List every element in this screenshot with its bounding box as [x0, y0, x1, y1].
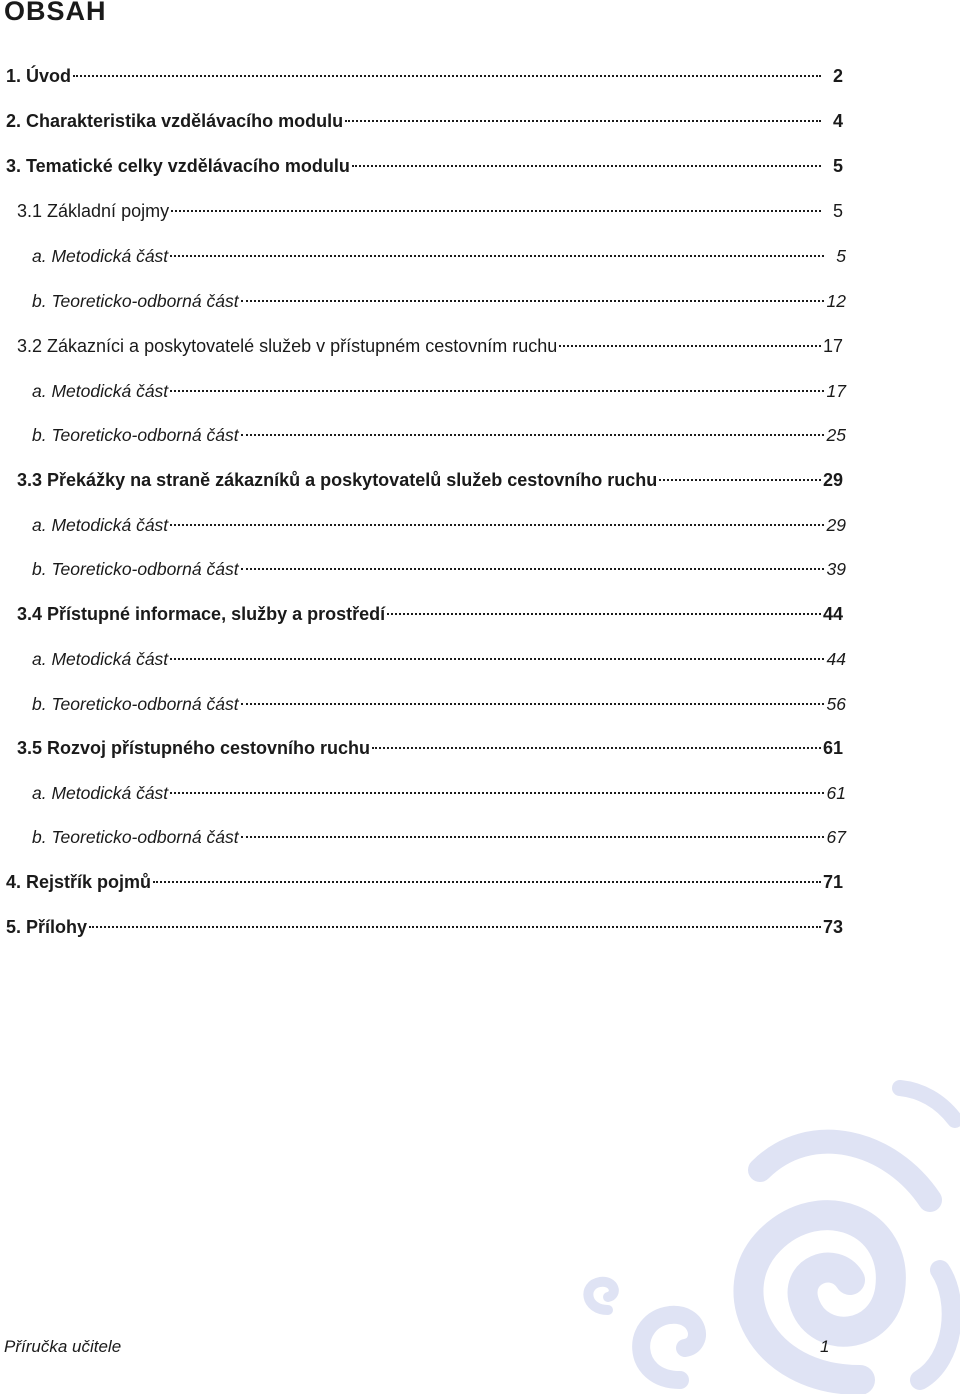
toc-entry-label: b. Teoreticko-odborná část	[32, 291, 239, 311]
toc-entry-page: 29	[826, 515, 846, 535]
toc-entry-page: 4	[832, 111, 843, 131]
toc-dot-leader	[241, 703, 824, 705]
toc-entry-label: 3.1 Základní pojmy	[17, 201, 170, 221]
toc-entry-label: a. Metodická část	[32, 515, 169, 535]
toc-dot-leader	[170, 792, 824, 794]
toc-entry-page: 5	[832, 156, 843, 176]
toc-entry[interactable]	[6, 912, 843, 942]
toc-entry-label: a. Metodická část	[32, 381, 169, 401]
toc-entry-label: b. Teoreticko-odborná část	[32, 559, 239, 579]
toc-entry[interactable]	[6, 106, 843, 136]
toc-entry-label: b. Teoreticko-odborná část	[32, 425, 239, 445]
toc-entry-label: a. Metodická část	[32, 246, 169, 266]
toc-entry-page: 25	[826, 425, 846, 445]
footer-document-name: Příručka učitele	[4, 1337, 122, 1356]
toc-entry[interactable]	[32, 420, 846, 450]
toc-entry-page: 39	[826, 559, 846, 579]
toc-entry-page: 44	[826, 649, 846, 669]
toc-entry-page: 71	[822, 872, 843, 892]
toc-entry-label: a. Metodická část	[32, 783, 169, 803]
toc-entry-label: 5. Přílohy	[6, 917, 88, 937]
toc-entry-label: 1. Úvod	[6, 66, 72, 86]
swirl-decoration-icon	[560, 1080, 960, 1394]
toc-entry-page: 17	[822, 336, 843, 356]
toc-entry-label: 3.3 Překážky na straně zákazníků a poskytovatelů služeb cestovního ruchu	[17, 470, 658, 490]
toc-entry-page: 61	[826, 783, 846, 803]
footer-page-number: 1	[820, 1337, 830, 1356]
toc-dot-leader	[372, 747, 821, 749]
toc-entry-page: 29	[822, 470, 843, 490]
toc-entry-page: 2	[832, 66, 843, 86]
toc-dot-leader	[170, 524, 824, 526]
toc-entry-page: 44	[822, 604, 843, 624]
toc-dot-leader	[559, 345, 821, 347]
toc-entry[interactable]	[32, 822, 846, 852]
toc-entry-label: 3.2 Zákazníci a poskytovatelé služeb v přístupném cestovním ruchu	[17, 336, 558, 356]
toc-entry[interactable]	[32, 778, 846, 808]
toc-entry-page: 12	[826, 291, 846, 311]
toc-entry[interactable]	[32, 554, 846, 584]
toc-entry-label: 3.5 Rozvoj přístupného cestovního ruchu	[17, 738, 371, 758]
toc-dot-leader	[241, 568, 824, 570]
toc-dot-leader	[387, 613, 821, 615]
toc-entry[interactable]	[17, 196, 843, 226]
toc-entry-label: 3. Tematické celky vzdělávacího modulu	[6, 156, 350, 176]
toc-entry[interactable]	[6, 867, 843, 897]
toc-entry-label: b. Teoreticko-odborná část	[32, 827, 239, 847]
toc-entry-label: b. Teoreticko-odborná část	[32, 694, 239, 714]
toc-dot-leader	[170, 658, 824, 660]
toc-dot-leader	[170, 390, 824, 392]
toc-entry[interactable]	[6, 61, 843, 91]
toc-dot-leader	[73, 75, 821, 77]
toc-entry[interactable]	[17, 465, 843, 495]
toc-entry[interactable]	[17, 733, 843, 763]
toc-dot-leader	[241, 836, 824, 838]
toc-entry[interactable]	[6, 151, 843, 181]
toc-dot-leader	[170, 255, 824, 257]
toc-dot-leader	[241, 300, 824, 302]
toc-entry[interactable]	[17, 599, 843, 629]
toc-dot-leader	[171, 210, 821, 212]
toc-dot-leader	[89, 926, 821, 928]
toc-entry-page: 5	[832, 201, 843, 221]
toc-entry-page: 67	[826, 827, 846, 847]
toc-dot-leader	[153, 881, 821, 883]
toc-entry[interactable]	[17, 331, 843, 361]
toc-dot-leader	[659, 479, 821, 481]
toc-dot-leader	[352, 165, 821, 167]
toc-entry[interactable]	[32, 286, 846, 316]
toc-entry-page: 73	[822, 917, 843, 937]
toc-dot-leader	[345, 120, 821, 122]
toc-entry-label: 2. Charakteristika vzdělávacího modulu	[6, 111, 344, 131]
toc-entry[interactable]	[32, 510, 846, 540]
toc-dot-leader	[241, 434, 824, 436]
toc-entry-page: 61	[822, 738, 843, 758]
toc-entry-label: 4. Rejstřík pojmů	[6, 872, 152, 892]
toc-entry[interactable]	[32, 689, 846, 719]
toc-entry[interactable]	[32, 241, 846, 271]
toc-entry-label: a. Metodická část	[32, 649, 169, 669]
toc-entry-page: 5	[836, 246, 846, 266]
toc-entry-label: 3.4 Přístupné informace, služby a prostředí	[17, 604, 386, 624]
toc-entry-page: 17	[826, 381, 846, 401]
toc-entry-page: 56	[826, 694, 846, 714]
page-title: OBSAH	[4, 0, 107, 26]
toc-entry[interactable]	[32, 644, 846, 674]
toc-entry[interactable]	[32, 376, 846, 406]
